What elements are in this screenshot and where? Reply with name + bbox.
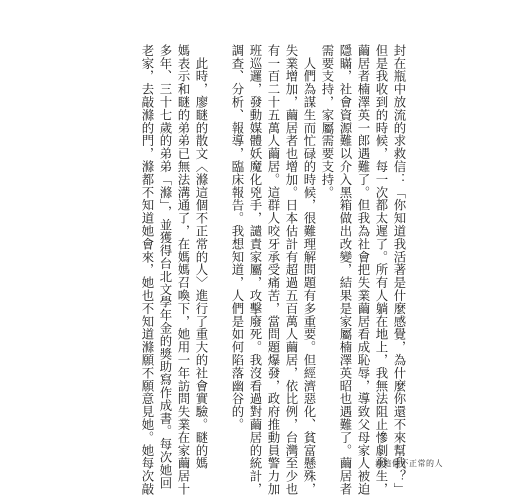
text-column-9: 班巡邏，發動媒體妖魔化兇手，譴責家屬，攻擊廢死。我沒看過對繭居的統計， xyxy=(248,44,263,496)
text-column-7: 失業增加，繭居者也增加。日本估計有超過五百萬人繭居，依比例，台灣至少也 xyxy=(284,44,299,496)
text-column-14: 多年、三十七歲的弟弟「滌」，並獲得台北文學年金的獎助寫作成書。每次她回 xyxy=(158,44,173,490)
text-column-10: 調查、分析、報導，臨床報告。我想知道，人們是如何陷落幽谷的。 xyxy=(230,44,245,431)
text-column-3: 繭居者楠澤英一郎遇難了。但我為社會把失業繭居看成恥辱，導致父母家人被迫 xyxy=(356,44,371,496)
text-column-5: 需要支持，家屬需要支持。 xyxy=(320,44,335,199)
text-column-4: 隱瞞，社會資源難以介入黑箱做出改變，結果是家屬楠澤英昭也遇難了。繭居者 xyxy=(338,44,353,496)
text-column-13: 媽表示和瞇的弟弟已無法溝通了，在媽媽召喚下，她用一年訪問失業在家繭居十 xyxy=(176,44,191,496)
text-column-8: 有一百二十五萬人繭居。這群人咬牙承受痛苦，當問題爆發，政府推動員警力加 xyxy=(266,44,281,496)
text-column-6: 人們為謀生而忙碌的時候，很難理解問題有多重要。但經濟惡化、貧富懸殊， xyxy=(302,44,317,496)
text-column-15: 老家，去敲滌的門，滌都不知道她會來，她也不知道滌願不願意見她。她每次敲 xyxy=(140,44,155,496)
text-column-12: 此時，廖瞇的散文〈滌這個不正常的人〉進行了重大的社會實驗。瞇的媽 xyxy=(194,44,209,470)
text-column-1: 封在瓶中放流的求救信：「你知道我活著是什麼感覺，為什麼你還不來幫我？」 xyxy=(392,44,407,496)
page-footer-title: 滌這個不正常的人 xyxy=(375,459,443,468)
text-column-2: 但是我收到的時候，每一次都太遲了。所有人躺在地上，我無法阻止慘劇發生， xyxy=(374,44,389,496)
